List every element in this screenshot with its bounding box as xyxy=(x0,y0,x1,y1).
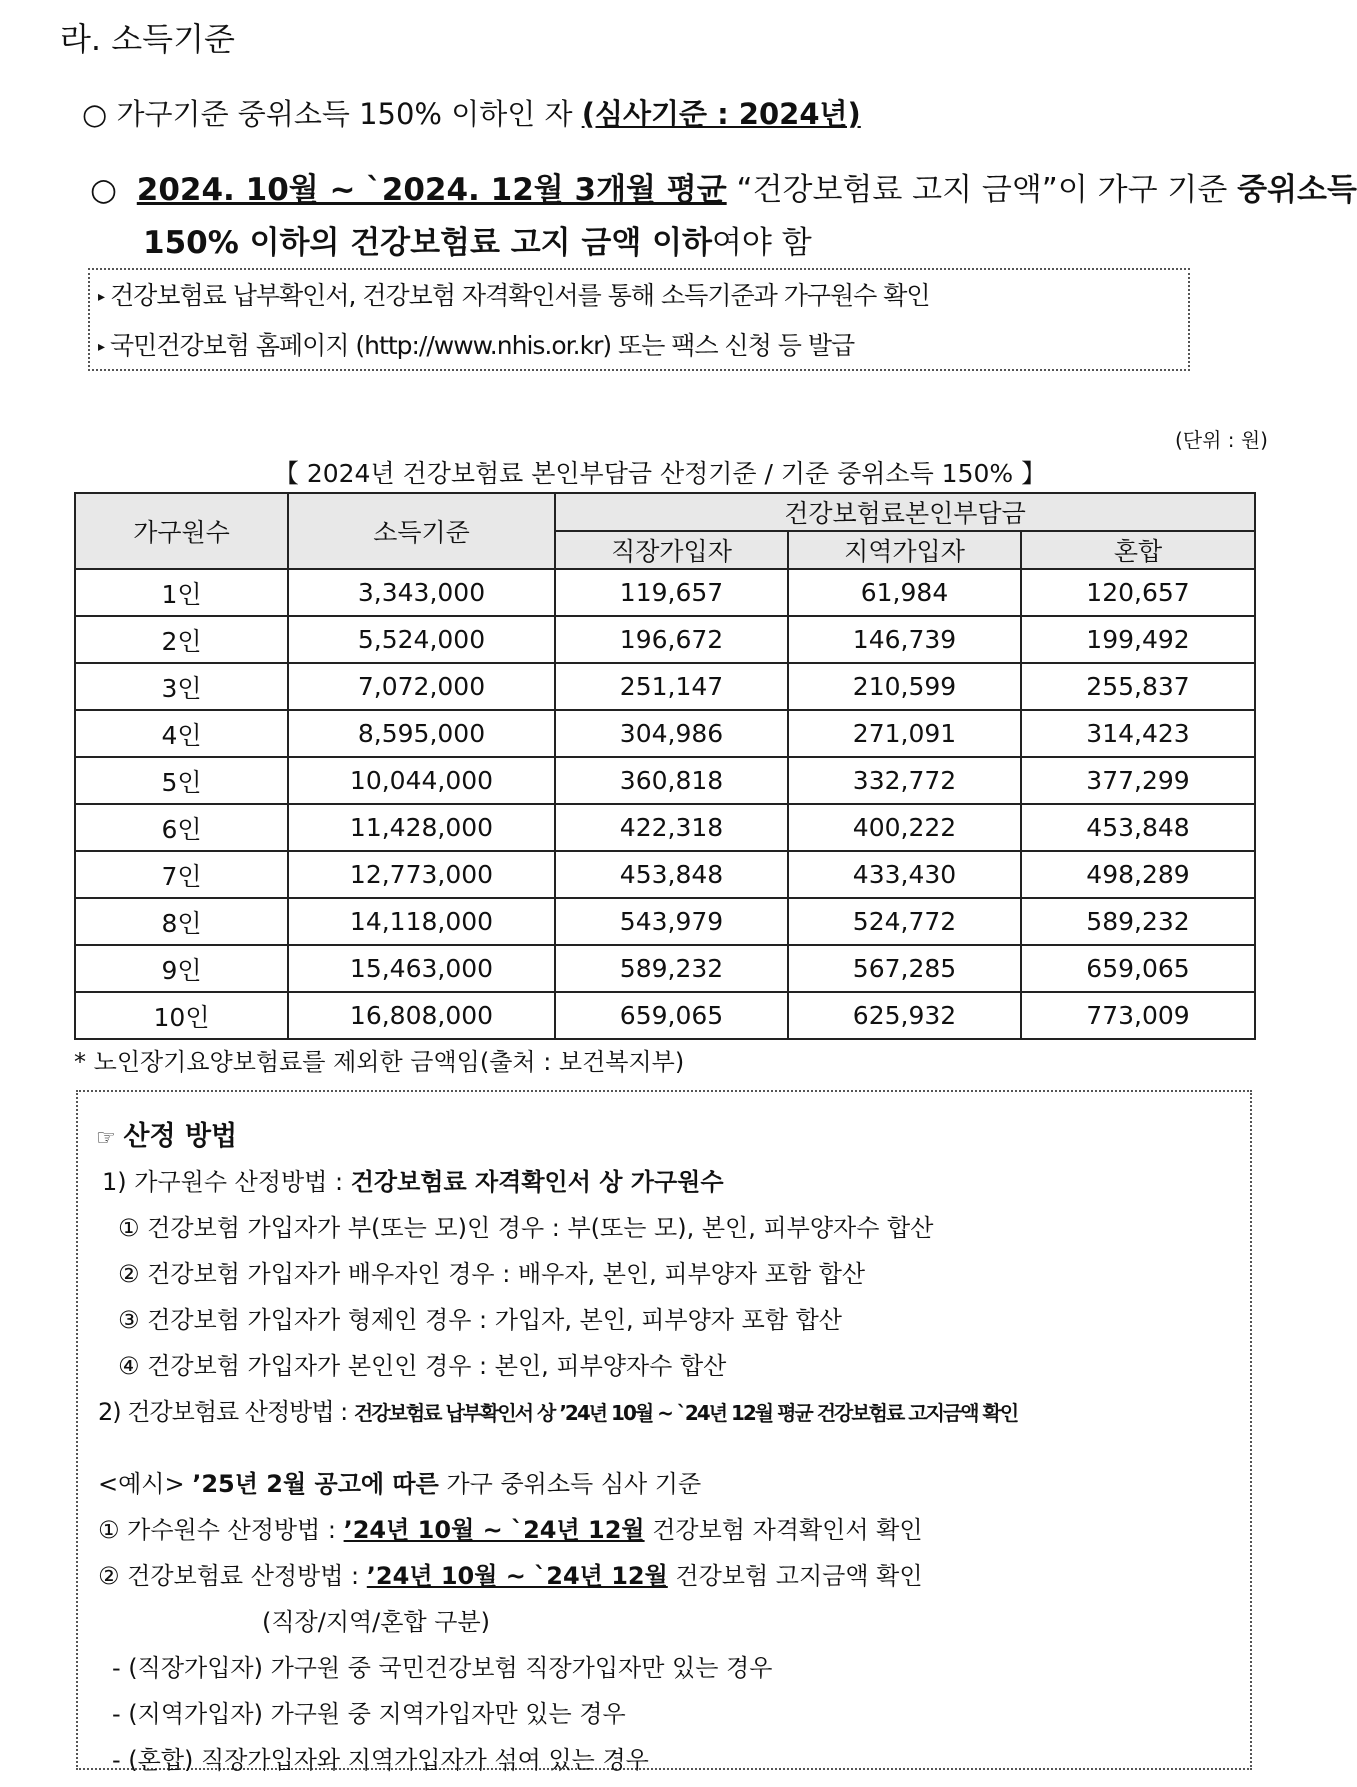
cell-regional: 146,739 xyxy=(788,616,1021,663)
header-household: 가구원수 xyxy=(75,493,288,569)
info-line-1: ▸ 건강보험료 납부확인서, 건강보험 자격확인서를 통해 소득기준과 가구원수 확인 xyxy=(98,281,930,310)
table-row xyxy=(75,804,1255,851)
period-bold-1: 중위소득 xyxy=(1237,172,1357,208)
cell-income: 10,044,000 xyxy=(288,757,555,804)
cell-mixed: 377,299 xyxy=(1021,757,1255,804)
triangle-bullet-icon: ▸ xyxy=(98,289,105,305)
table-note: * 노인장기요양보험료를 제외한 금액임(출처 : 보건복지부) xyxy=(74,1048,685,1076)
cell-income: 11,428,000 xyxy=(288,804,555,851)
cell-mixed: 773,009 xyxy=(1021,992,1255,1039)
cell-income: 8,595,000 xyxy=(288,710,555,757)
triangle-bullet-icon: ▸ xyxy=(98,339,105,355)
cell-household: 4인 xyxy=(75,710,288,757)
cell-income: 16,808,000 xyxy=(288,992,555,1039)
period-quote: “건강보험료 고지 금액”이 가구 기준 xyxy=(736,172,1228,208)
example-dash-item: - (직장가입자) 가구원 중 국민건강보험 직장가입자만 있는 경우 xyxy=(112,1654,773,1682)
header-mixed: 혼합 xyxy=(1021,531,1255,569)
cell-income: 5,524,000 xyxy=(288,616,555,663)
cell-household: 6인 xyxy=(75,804,288,851)
cell-regional: 271,091 xyxy=(788,710,1021,757)
cell-employee: 422,318 xyxy=(555,804,788,851)
example-heading: <예시> ’25년 2월 공고에 따른 가구 중위소득 심사 기준 xyxy=(98,1470,702,1498)
cell-mixed: 314,423 xyxy=(1021,710,1255,757)
cell-income: 15,463,000 xyxy=(288,945,555,992)
header-premium-group: 건강보험료본인부담금 xyxy=(555,493,1255,531)
header-income: 소득기준 xyxy=(288,493,555,569)
cell-regional: 400,222 xyxy=(788,804,1021,851)
cell-mixed: 120,657 xyxy=(1021,569,1255,616)
example-dash-item: - (지역가입자) 가구원 중 지역가입자만 있는 경우 xyxy=(112,1700,626,1728)
cell-mixed: 659,065 xyxy=(1021,945,1255,992)
table-row xyxy=(75,757,1255,804)
criteria-text: 가구기준 중위소득 150% 이하인 자 xyxy=(116,97,573,131)
table-row xyxy=(75,616,1255,663)
method-step-2: 2) 건강보험료 산정방법 : 건강보험료 납부확인서 상 ’24년 10월 ~ `24년 12월 평균 건강보험료 고지금액 확인 xyxy=(98,1398,1018,1426)
cell-mixed: 199,492 xyxy=(1021,616,1255,663)
cell-mixed: 589,232 xyxy=(1021,898,1255,945)
method-box xyxy=(76,1090,1252,1774)
circle-bullet-icon: ○ xyxy=(82,97,108,131)
pointing-hand-icon: ☞ xyxy=(96,1126,116,1151)
info-line-2: ▸ 국민건강보험 홈페이지 (http://www.nhis.or.kr) 또는 팩스 신청 등 발급 xyxy=(98,331,855,360)
table-row xyxy=(75,569,1255,616)
cell-regional: 61,984 xyxy=(788,569,1021,616)
cell-employee: 304,986 xyxy=(555,710,788,757)
unit-label: (단위 : 원) xyxy=(1174,428,1268,452)
header-employee: 직장가입자 xyxy=(555,531,788,569)
period-line-1 xyxy=(90,164,1357,209)
period-bold-2: 150% 이하의 건강보험료 고지 금액 이하 xyxy=(143,225,712,261)
method-title: 산정 방법 xyxy=(123,1121,238,1152)
document-info-box xyxy=(88,268,1190,371)
table-row xyxy=(75,945,1255,992)
section-heading: 라. 소득기준 xyxy=(60,20,235,58)
cell-mixed: 453,848 xyxy=(1021,804,1255,851)
cell-regional: 210,599 xyxy=(788,663,1021,710)
cell-household: 5인 xyxy=(75,757,288,804)
cell-employee: 589,232 xyxy=(555,945,788,992)
cell-household: 9인 xyxy=(75,945,288,992)
income-criteria-line xyxy=(82,92,861,133)
cell-regional: 524,772 xyxy=(788,898,1021,945)
table-row xyxy=(75,992,1255,1039)
cell-household: 7인 xyxy=(75,851,288,898)
cell-income: 12,773,000 xyxy=(288,851,555,898)
table-row xyxy=(75,898,1255,945)
example-item-2: ② 건강보험료 산정방법 : ’24년 10월 ~ `24년 12월 건강보험 고지금액 확인 xyxy=(98,1562,923,1590)
cell-household: 8인 xyxy=(75,898,288,945)
cell-employee: 251,147 xyxy=(555,663,788,710)
cell-employee: 543,979 xyxy=(555,898,788,945)
cell-household: 2인 xyxy=(75,616,288,663)
cell-mixed: 498,289 xyxy=(1021,851,1255,898)
cell-employee: 119,657 xyxy=(555,569,788,616)
cell-household: 10인 xyxy=(75,992,288,1039)
cell-employee: 196,672 xyxy=(555,616,788,663)
cell-employee: 453,848 xyxy=(555,851,788,898)
cell-employee: 659,065 xyxy=(555,992,788,1039)
table-row xyxy=(75,663,1255,710)
cell-income: 3,343,000 xyxy=(288,569,555,616)
example-item-2-sub: (직장/지역/혼합 구분) xyxy=(262,1608,490,1636)
header-regional: 지역가입자 xyxy=(788,531,1021,569)
method-step-1-item: ③ 건강보험 가입자가 형제인 경우 : 가입자, 본인, 피부양자 포함 합산 xyxy=(118,1306,842,1334)
method-step-1-item: ① 건강보험 가입자가 부(또는 모)인 경우 : 부(또는 모), 본인, 피부양자수 합산 xyxy=(118,1214,934,1242)
cell-mixed: 255,837 xyxy=(1021,663,1255,710)
method-step-1-item: ④ 건강보험 가입자가 본인인 경우 : 본인, 피부양자수 합산 xyxy=(118,1352,727,1380)
cell-employee: 360,818 xyxy=(555,757,788,804)
example-item-1: ① 가수원수 산정방법 : ’24년 10월 ~ `24년 12월 건강보험 자격확인서 확인 xyxy=(98,1516,923,1544)
period-line-2 xyxy=(143,217,812,262)
cell-regional: 332,772 xyxy=(788,757,1021,804)
period-range: 2024. 10월 ~ `2024. 12월 3개월 평균 xyxy=(136,172,727,208)
table-row xyxy=(75,710,1255,757)
cell-household: 3인 xyxy=(75,663,288,710)
method-step-1-item: ② 건강보험 가입자가 배우자인 경우 : 배우자, 본인, 피부양자 포함 합산 xyxy=(118,1260,866,1288)
method-title-row xyxy=(96,1114,237,1153)
income-table xyxy=(74,492,1256,1040)
circle-bullet-icon: ○ xyxy=(90,172,118,208)
cell-regional: 625,932 xyxy=(788,992,1021,1039)
method-step-1: 1) 가구원수 산정방법 : 건강보험료 자격확인서 상 가구원수 xyxy=(102,1168,724,1196)
table-row xyxy=(75,851,1255,898)
example-dash-item: - (혼합) 직장가입자와 지역가입자가 섞여 있는 경우 xyxy=(112,1746,649,1774)
cell-income: 7,072,000 xyxy=(288,663,555,710)
period-tail: 여야 함 xyxy=(711,225,812,261)
table-title: 【 2024년 건강보험료 본인부담금 산정기준 / 기준 중위소득 150% 】 xyxy=(273,459,1047,488)
criteria-year: (심사기준 : 2024년) xyxy=(581,97,861,131)
cell-regional: 433,430 xyxy=(788,851,1021,898)
cell-regional: 567,285 xyxy=(788,945,1021,992)
cell-household: 1인 xyxy=(75,569,288,616)
cell-income: 14,118,000 xyxy=(288,898,555,945)
